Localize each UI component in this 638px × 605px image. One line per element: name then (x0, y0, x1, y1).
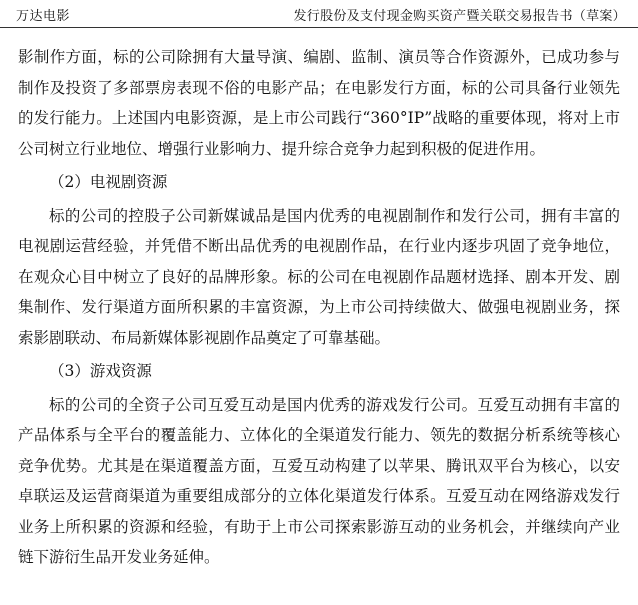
section-paragraph-tv-drama: 标的公司的控股子公司新媒诚品是国内优秀的电视剧制作和发行公司，拥有丰富的电视剧运营经验，并凭借不断出品优秀的电视剧作品，在行业内逐步巩固了竞争地位，在观众心目中树立了良好的品牌形象。标的公司在电视剧作品题材选择、剧本开发、剧集制作、发行渠道方面所积累的丰富资源，为上市公司持续做大、做强电视剧业务，探索影剧联动、布局新媒体影视剧作品奠定了可靠基础。 (18, 206, 620, 347)
page-header (0, 0, 638, 28)
section-heading-games: （3）游戏资源 (49, 362, 152, 380)
document-body (18, 42, 620, 573)
header-report-title: 发行股份及支付现金购买资产暨关联交易报告书（草案） (293, 9, 626, 24)
header-company-name: 万达电影 (16, 9, 71, 24)
section-paragraph-games: 标的公司的全资子公司互爱互动是国内优秀的游戏发行公司。互爱互动拥有丰富的产品体系与全平台的覆盖能力、立体化的全渠道发行能力、领先的数据分析系统等核心竞争优势。尤其是在渠道覆盖方面，互爱互动构建了以苹果、腾讯双平台为核心，以安卓联运及运营商渠道为重要组成部分的立体化渠道发行体系。互爱互动在网络游戏发行业务上所积累的资源和经验，有助于上市公司探索影游互动的业务机会，并继续向产业链下游衍生品开发业务延伸。 (18, 395, 620, 566)
intro-paragraph: 影制作方面，标的公司除拥有大量导演、编剧、监制、演员等合作资源外，已成功参与制作及投资了多部票房表现不俗的电影产品；在电影发行方面，标的公司具备行业领先的发行能力。上述国内电影资源，是上市公司践行“360°IP”战略的重要体现，将对上市公司树立行业地位、增强行业影响力、提升综合竞争力起到积极的促进作用。 (18, 48, 620, 158)
section-heading-tv-drama: （2）电视剧资源 (49, 173, 168, 191)
